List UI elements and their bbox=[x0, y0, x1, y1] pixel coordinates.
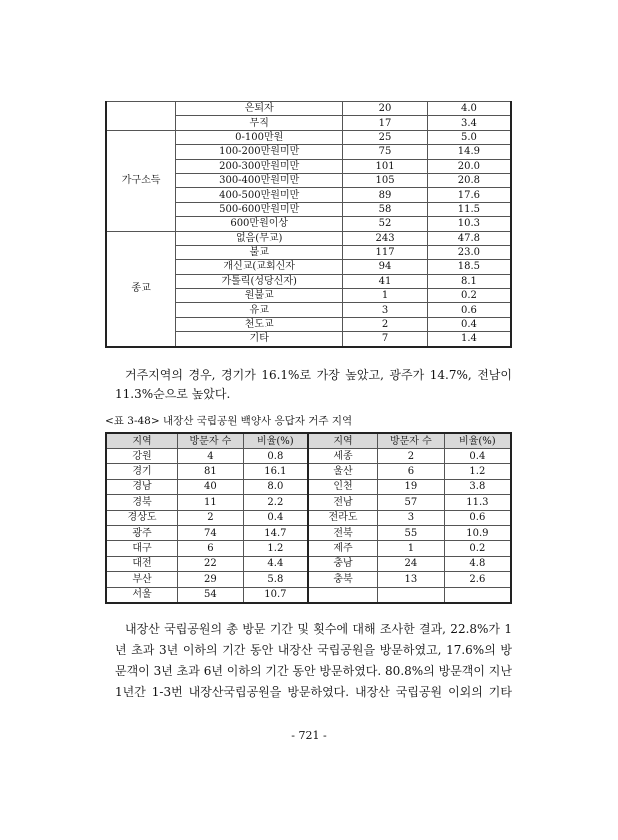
pct-cell: 17.6 bbox=[427, 188, 511, 202]
table-row bbox=[106, 572, 511, 587]
pct-cell: 8.1 bbox=[427, 274, 511, 288]
item-cell: 기타 bbox=[176, 332, 343, 347]
ratio-cell: 1.2 bbox=[243, 541, 308, 556]
region-cell: 울산 bbox=[308, 464, 378, 479]
count-cell: 52 bbox=[343, 217, 428, 231]
pct-cell: 11.5 bbox=[427, 202, 511, 216]
ratio-cell: 2.2 bbox=[243, 495, 308, 510]
region-cell: 세종 bbox=[308, 449, 378, 464]
region-cell: 대전 bbox=[106, 556, 178, 571]
table-caption: <표 3-48> 내장산 국립공원 백양사 응답자 거주 지역 bbox=[105, 415, 353, 427]
count-cell: 25 bbox=[343, 130, 428, 144]
ratio-cell: 3.8 bbox=[444, 479, 511, 494]
pct-cell: 23.0 bbox=[427, 245, 511, 259]
table-row bbox=[106, 479, 511, 494]
region-cell: 전남 bbox=[308, 495, 378, 510]
region-cell: 충남 bbox=[308, 556, 378, 571]
visitors-cell: 74 bbox=[178, 525, 244, 540]
region-cell bbox=[308, 587, 378, 603]
paragraph-visit-period bbox=[115, 619, 512, 703]
visitors-cell: 40 bbox=[178, 479, 244, 494]
pct-cell: 20.0 bbox=[427, 159, 511, 173]
paragraph-line: 년 초과 3년 이하의 기간 동안 내장산 국립공원을 방문하였고, 17.6%의 방 bbox=[115, 643, 512, 657]
pct-cell: 5.0 bbox=[427, 130, 511, 144]
visitors-cell: 57 bbox=[378, 495, 445, 510]
table-row bbox=[106, 231, 511, 245]
pct-cell: 3.4 bbox=[427, 116, 511, 130]
table-row bbox=[106, 510, 511, 525]
count-cell: 89 bbox=[343, 188, 428, 202]
pct-cell: 0.6 bbox=[427, 303, 511, 317]
item-cell: 없음(무교) bbox=[176, 231, 343, 245]
item-cell: 유교 bbox=[176, 303, 343, 317]
ratio-cell: 4.8 bbox=[444, 556, 511, 571]
paragraph-residence bbox=[115, 366, 512, 404]
visitors-cell: 54 bbox=[178, 587, 244, 603]
item-cell: 200-300만원미만 bbox=[176, 159, 343, 173]
visitors-cell: 2 bbox=[378, 449, 445, 464]
page-number: - 721 - bbox=[291, 729, 327, 742]
count-cell: 7 bbox=[343, 332, 428, 347]
group-cell bbox=[106, 102, 176, 131]
table-row bbox=[106, 495, 511, 510]
pct-cell: 4.0 bbox=[427, 102, 511, 116]
visitors-cell: 1 bbox=[378, 541, 445, 556]
table-row bbox=[106, 449, 511, 464]
item-cell: 불교 bbox=[176, 245, 343, 259]
pct-cell: 14.9 bbox=[427, 145, 511, 159]
item-cell: 가톨릭(성당신자) bbox=[176, 274, 343, 288]
visitors-cell bbox=[378, 587, 445, 603]
count-cell: 94 bbox=[343, 260, 428, 274]
ratio-cell: 0.2 bbox=[444, 541, 511, 556]
table-row bbox=[106, 525, 511, 540]
item-cell: 400-500만원미만 bbox=[176, 188, 343, 202]
item-cell: 개신교(교회신자 bbox=[176, 260, 343, 274]
table-row bbox=[106, 541, 511, 556]
item-cell: 300-400만원미만 bbox=[176, 173, 343, 187]
visitors-cell: 19 bbox=[378, 479, 445, 494]
region-cell: 강원 bbox=[106, 449, 178, 464]
header-region: 지역 bbox=[308, 433, 378, 449]
table-row bbox=[106, 464, 511, 479]
item-cell: 500-600만원미만 bbox=[176, 202, 343, 216]
count-cell: 75 bbox=[343, 145, 428, 159]
count-cell: 41 bbox=[343, 274, 428, 288]
paragraph-line: 1년간 1-3번 내장산국립공원을 방문하였다. 내장산 국립공원 이외의 기타 bbox=[115, 685, 512, 699]
header-visitors: 방문자 수 bbox=[178, 433, 244, 449]
count-cell: 1 bbox=[343, 289, 428, 303]
region-cell: 서울 bbox=[106, 587, 178, 603]
item-cell: 0-100만원 bbox=[176, 130, 343, 144]
ratio-cell: 5.8 bbox=[243, 572, 308, 587]
table-row bbox=[106, 556, 511, 571]
ratio-cell: 0.8 bbox=[243, 449, 308, 464]
ratio-cell: 0.4 bbox=[243, 510, 308, 525]
paragraph-line: 거주지역의 경우, 경기가 16.1%로 가장 높았고, 광주가 14.7%, 전남이 bbox=[125, 368, 512, 382]
residence-region-table bbox=[105, 432, 512, 604]
header-visitors: 방문자 수 bbox=[378, 433, 445, 449]
item-cell: 원불교 bbox=[176, 289, 343, 303]
ratio-cell: 16.1 bbox=[243, 464, 308, 479]
region-cell: 전북 bbox=[308, 525, 378, 540]
pct-cell: 18.5 bbox=[427, 260, 511, 274]
table-row bbox=[106, 102, 511, 116]
pct-cell: 0.4 bbox=[427, 317, 511, 331]
visitors-cell: 29 bbox=[178, 572, 244, 587]
count-cell: 105 bbox=[343, 173, 428, 187]
pct-cell: 0.2 bbox=[427, 289, 511, 303]
visitors-cell: 22 bbox=[178, 556, 244, 571]
item-cell: 600만원이상 bbox=[176, 217, 343, 231]
count-cell: 2 bbox=[343, 317, 428, 331]
ratio-cell: 10.7 bbox=[243, 587, 308, 603]
region-cell: 경상도 bbox=[106, 510, 178, 525]
count-cell: 17 bbox=[343, 116, 428, 130]
group-cell: 가구소득 bbox=[106, 130, 176, 231]
visitors-cell: 24 bbox=[378, 556, 445, 571]
ratio-cell: 10.9 bbox=[444, 525, 511, 540]
pct-cell: 47.8 bbox=[427, 231, 511, 245]
visitors-cell: 2 bbox=[178, 510, 244, 525]
region-cell: 대구 bbox=[106, 541, 178, 556]
count-cell: 243 bbox=[343, 231, 428, 245]
count-cell: 3 bbox=[343, 303, 428, 317]
ratio-cell: 0.6 bbox=[444, 510, 511, 525]
ratio-cell: 14.7 bbox=[243, 525, 308, 540]
item-cell: 100-200만원미만 bbox=[176, 145, 343, 159]
ratio-cell: 0.4 bbox=[444, 449, 511, 464]
header-ratio: 비율(%) bbox=[444, 433, 511, 449]
region-cell: 충북 bbox=[308, 572, 378, 587]
region-cell: 부산 bbox=[106, 572, 178, 587]
paragraph-line: 내장산 국립공원의 총 방문 기간 및 횟수에 대해 조사한 결과, 22.8%가 1 bbox=[125, 622, 512, 636]
visitors-cell: 81 bbox=[178, 464, 244, 479]
region-cell: 경기 bbox=[106, 464, 178, 479]
ratio-cell: 8.0 bbox=[243, 479, 308, 494]
region-cell: 전라도 bbox=[308, 510, 378, 525]
count-cell: 20 bbox=[343, 102, 428, 116]
region-cell: 광주 bbox=[106, 525, 178, 540]
region-cell: 경남 bbox=[106, 479, 178, 494]
visitors-cell: 3 bbox=[378, 510, 445, 525]
region-cell: 경북 bbox=[106, 495, 178, 510]
ratio-cell: 1.2 bbox=[444, 464, 511, 479]
group-cell: 종교 bbox=[106, 231, 176, 347]
region-cell: 인천 bbox=[308, 479, 378, 494]
item-cell: 은퇴자 bbox=[176, 102, 343, 116]
visitors-cell: 11 bbox=[178, 495, 244, 510]
pct-cell: 1.4 bbox=[427, 332, 511, 347]
header-region: 지역 bbox=[106, 433, 178, 449]
table-header-row bbox=[106, 433, 511, 449]
pct-cell: 10.3 bbox=[427, 217, 511, 231]
pct-cell: 20.8 bbox=[427, 173, 511, 187]
region-cell: 제주 bbox=[308, 541, 378, 556]
paragraph-line: 문객이 3년 초과 6년 이하의 기간 동안 방문하였다. 80.8%의 방문객이 지난 bbox=[115, 664, 512, 678]
ratio-cell: 4.4 bbox=[243, 556, 308, 571]
count-cell: 117 bbox=[343, 245, 428, 259]
item-cell: 무직 bbox=[176, 116, 343, 130]
ratio-cell: 11.3 bbox=[444, 495, 511, 510]
visitors-cell: 6 bbox=[178, 541, 244, 556]
visitors-cell: 13 bbox=[378, 572, 445, 587]
header-ratio: 비율(%) bbox=[243, 433, 308, 449]
ratio-cell bbox=[444, 587, 511, 603]
count-cell: 101 bbox=[343, 159, 428, 173]
paragraph-line: 11.3%순으로 높았다. bbox=[115, 387, 231, 401]
ratio-cell: 2.6 bbox=[444, 572, 511, 587]
demographics-table bbox=[105, 101, 512, 348]
visitors-cell: 55 bbox=[378, 525, 445, 540]
table-row bbox=[106, 587, 511, 603]
visitors-cell: 4 bbox=[178, 449, 244, 464]
table-row bbox=[106, 130, 511, 144]
item-cell: 천도교 bbox=[176, 317, 343, 331]
visitors-cell: 6 bbox=[378, 464, 445, 479]
count-cell: 58 bbox=[343, 202, 428, 216]
